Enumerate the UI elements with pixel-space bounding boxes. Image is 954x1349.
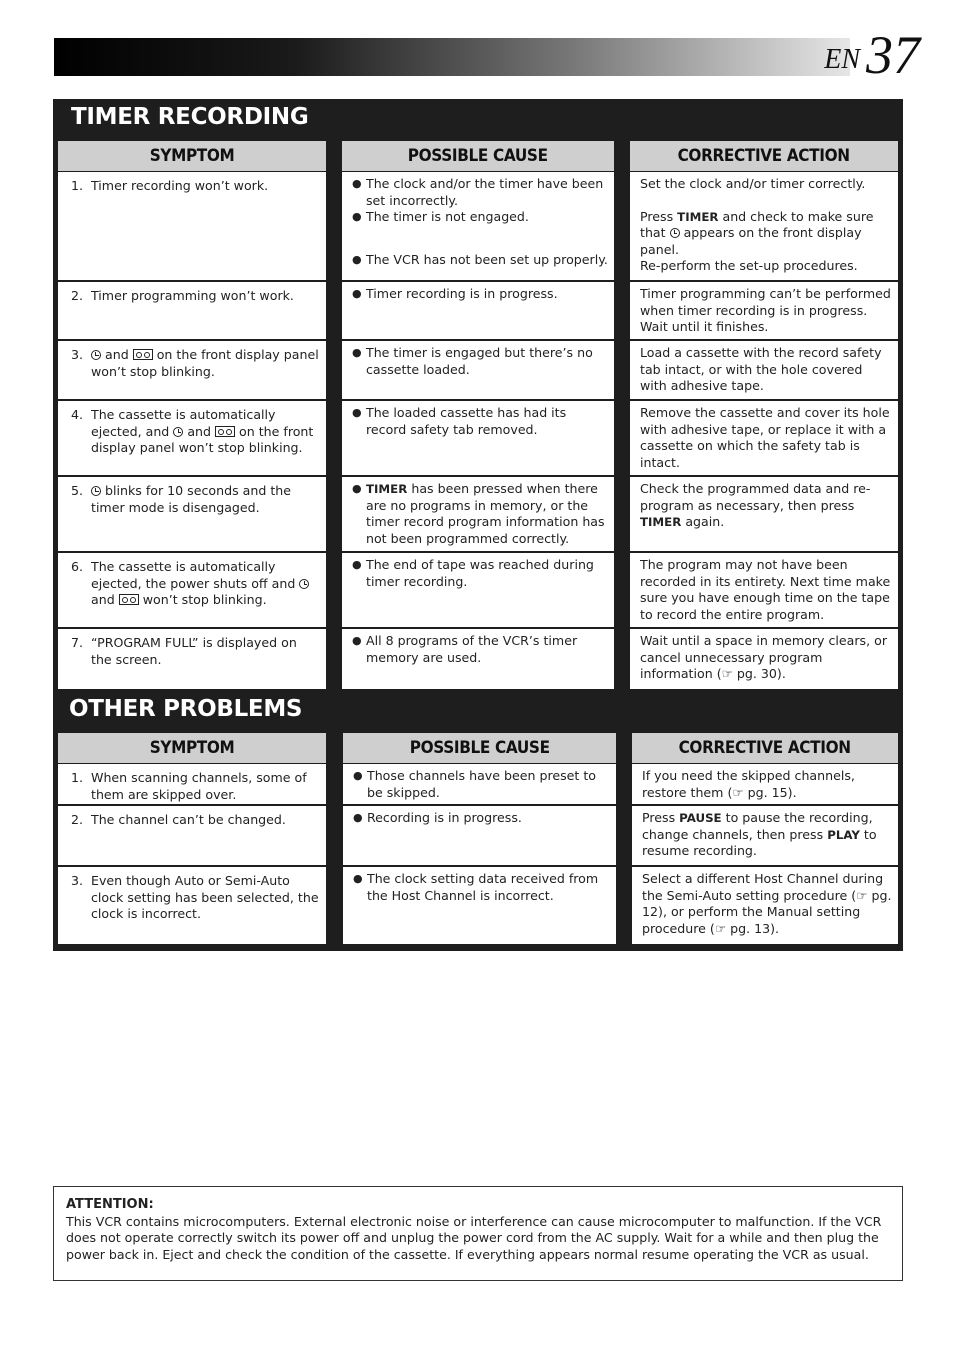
table-row-cause: ● Those channels have been preset to be skipped.: [343, 764, 616, 804]
column-header-corrective-action: CORRECTIVE ACTION: [632, 733, 898, 763]
table-row-cause: ● The end of tape was reached during timer recording.: [342, 553, 614, 627]
column-header-corrective-action: CORRECTIVE ACTION: [630, 141, 898, 171]
table-row-action: Timer programming can’t be performed when timer recording is in progress. Wait until it finishes.: [630, 282, 898, 339]
timer-clock-icon: [91, 350, 101, 360]
timer-clock-icon: [670, 228, 680, 238]
header-gradient-bar: [54, 38, 850, 76]
page-number-value: 37: [866, 25, 920, 85]
attention-box: [53, 1186, 903, 1281]
table-row-action: The program may not have been recorded in its entirety. Next time make sure you have enough time on the tape to record the entire program.: [630, 553, 898, 627]
table-row-symptom: 3. and on the front display panel won’t stop blinking.: [58, 341, 326, 399]
table-row-action: Press PAUSE to pause the recording, change channels, then press PLAY to resume recording.: [632, 806, 898, 865]
section-title-timer-recording: TIMER RECORDING: [71, 104, 309, 130]
column-header-possible-cause: POSSIBLE CAUSE: [342, 141, 614, 171]
column-header-symptom: SYMPTOM: [58, 733, 326, 763]
timer-clock-icon: [173, 427, 183, 437]
column-header-symptom: SYMPTOM: [58, 141, 326, 171]
table-row-symptom: 6. The cassette is automatically ejected, the power shuts off and and won’t stop blinking.: [58, 553, 326, 627]
table-row-action: Load a cassette with the record safety tab intact, or with the hole covered with adhesive tape.: [630, 341, 898, 399]
table-row-action: Set the clock and/or timer correctly. Press TIMER and check to make sure that appears on the front display panel. Re-perform the set-up procedures.: [630, 172, 898, 280]
table-row-symptom: 2. The channel can’t be changed.: [58, 806, 326, 865]
language-code: EN: [824, 44, 860, 75]
table-row-symptom: 4. The cassette is automatically ejected, and and on the front display panel won’t stop blinking.: [58, 401, 326, 475]
table-row-action: Wait until a space in memory clears, or cancel unnecessary program information (☞ pg. 30).: [630, 629, 898, 689]
timer-clock-icon: [91, 486, 101, 496]
cassette-icon: [133, 349, 153, 360]
table-row-symptom: 2. Timer programming won’t work.: [58, 282, 326, 339]
table-row-action: Remove the cassette and cover its hole with adhesive tape, or replace it with a cassette on which the safety tab is intact.: [630, 401, 898, 475]
timer-clock-icon: [299, 579, 309, 589]
column-header-possible-cause: POSSIBLE CAUSE: [343, 733, 616, 763]
cassette-icon: [119, 594, 139, 605]
troubleshooting-panel: [53, 99, 903, 951]
table-row-cause: ● The timer is engaged but there’s no cassette loaded.: [342, 341, 614, 399]
table-row-cause: ● The clock setting data received from the Host Channel is incorrect.: [343, 867, 616, 944]
table-row-symptom: 1. Timer recording won’t work.: [58, 172, 326, 280]
table-row-action: If you need the skipped channels, restore them (☞ pg. 15).: [632, 764, 898, 804]
table-row-symptom: 1. When scanning channels, some of them are skipped over.: [58, 764, 326, 804]
table-row-action: Select a different Host Channel during the Semi-Auto setting procedure (☞ pg. 12), or perform the Manual setting procedure (☞ pg. 13).: [632, 867, 898, 944]
table-row-cause: ● TIMER has been pressed when there are no programs in memory, or the timer record program information has not been programmed correctly.: [342, 477, 614, 551]
table-row-cause: ● The loaded cassette has had its record safety tab removed.: [342, 401, 614, 475]
table-row-symptom: 3. Even though Auto or Semi-Auto clock setting has been selected, the clock is incorrect.: [58, 867, 326, 944]
table-row-cause: ● Timer recording is in progress.: [342, 282, 614, 339]
attention-heading: ATTENTION:: [66, 1197, 154, 1212]
section-title-other-problems: OTHER PROBLEMS: [69, 696, 303, 722]
table-row-cause: ● The clock and/or the timer have been set incorrectly. ● The timer is not engaged. ● The VCR has not been set up properly.: [342, 172, 614, 280]
table-row-cause: ● Recording is in progress.: [343, 806, 616, 865]
page-number: [824, 22, 920, 85]
cassette-icon: [215, 426, 235, 437]
table-row-symptom: 7. “PROGRAM FULL” is displayed on the screen.: [58, 629, 326, 689]
table-row-symptom: 5. blinks for 10 seconds and the timer mode is disengaged.: [58, 477, 326, 551]
table-row-action: Check the programmed data and re-program as necessary, then press TIMER again.: [630, 477, 898, 551]
table-row-cause: ● All 8 programs of the VCR’s timer memory are used.: [342, 629, 614, 689]
attention-body: This VCR contains microcomputers. External electronic noise or interference can cause microcomputer to malfunction. If the VCR does not operate correctly switch its power off and unplug the power cord from the AC supply. Wait for a while and then plug the power back in. Eject and check the condition of the cassette. If everything appears normal resume operating the VCR as usual.: [66, 1213, 882, 1262]
